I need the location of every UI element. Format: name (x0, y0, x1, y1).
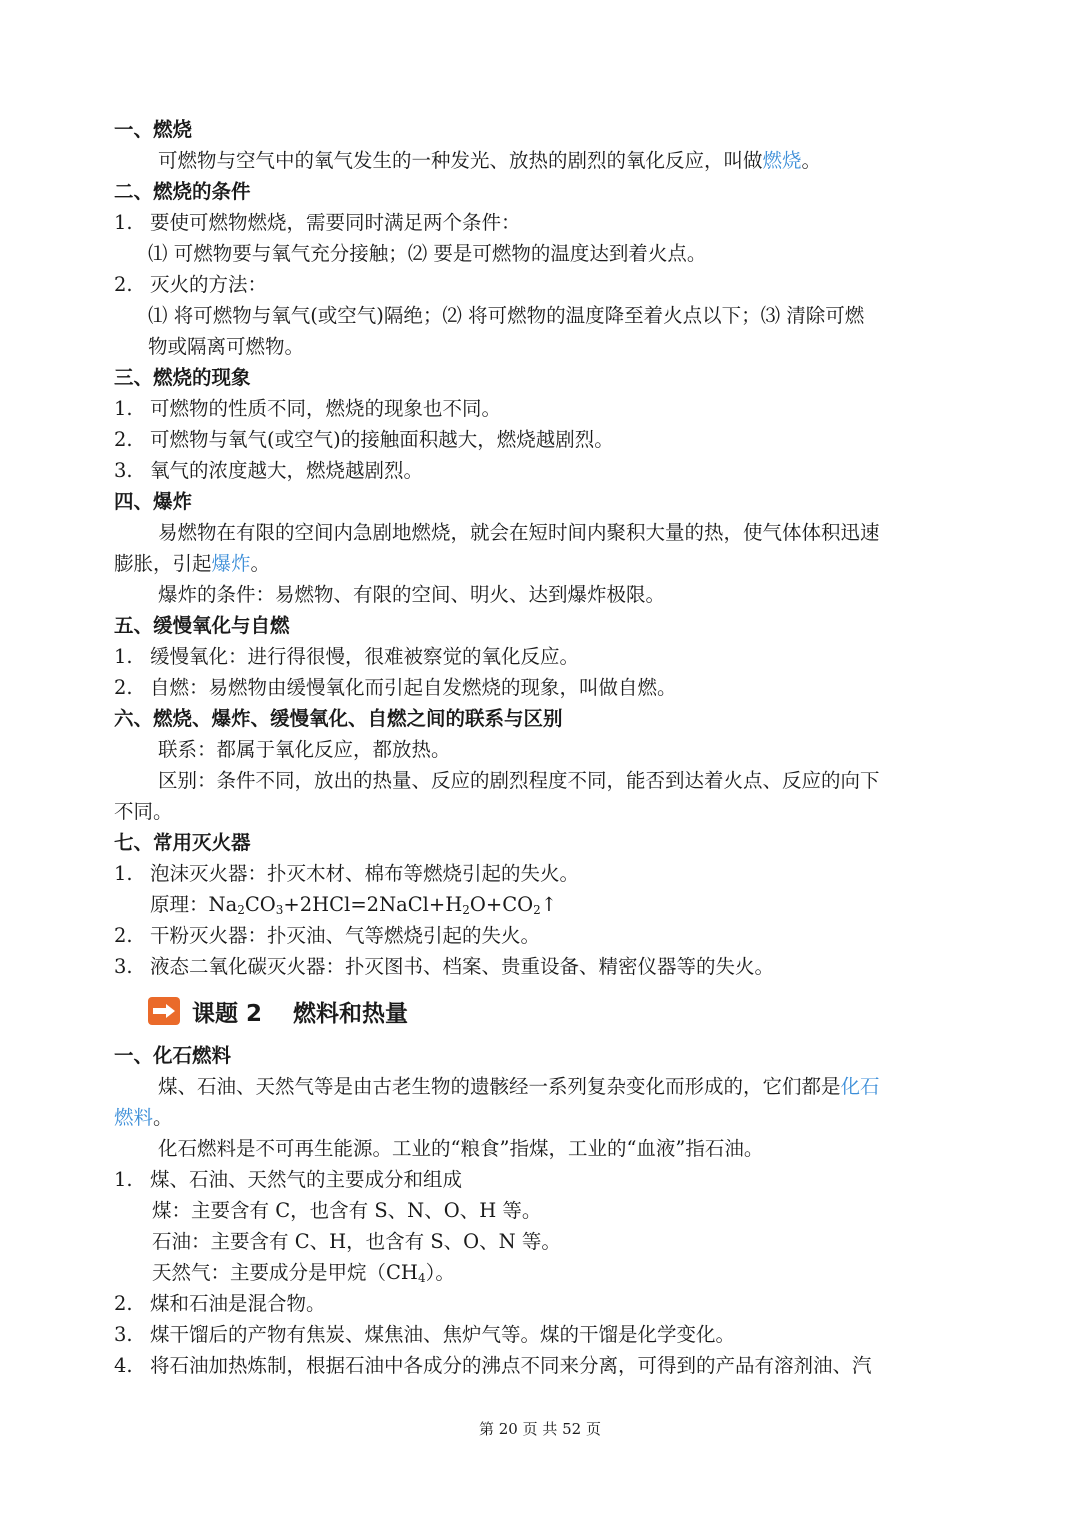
sub-item: 煤：主要含有 C，也含有 S、N、O、H 等。 (152, 1199, 542, 1222)
section-heading-phenomena: 三、燃烧的现象 (114, 366, 251, 389)
paragraph: 联系：都属于氧化反应，都放热。 (158, 738, 451, 761)
section-heading-extinguishers: 七、常用灭火器 (114, 831, 251, 854)
highlight-term: 化石 (840, 1075, 880, 1098)
list-item: 2. 干粉灭火器：扑灭油、气等燃烧引起的失火。 (114, 924, 541, 947)
list-item: 2. 煤和石油是混合物。 (114, 1292, 326, 1315)
paragraph: 区别：条件不同，放出的热量、反应的剧烈程度不同，能否到达着火点、反应的向下 (158, 769, 880, 792)
document-body (114, 114, 964, 1381)
sub-item: ⑴ 将可燃物与氧气(或空气)隔绝；⑵ 将可燃物的温度降至着火点以下；⑶ 清除可燃 (148, 304, 865, 327)
list-item: 1. 缓慢氧化：进行得很慢，很难被察觉的氧化反应。 (114, 645, 580, 668)
sub-item: ⑴ 可燃物要与氧气充分接触；⑵ 要是可燃物的温度达到着火点。 (148, 242, 707, 265)
paragraph: 燃料。 (114, 1106, 173, 1129)
section-heading-fossil-fuels: 一、化石燃料 (114, 1044, 232, 1067)
highlight-term: 燃烧 (762, 149, 802, 172)
list-item: 1. 可燃物的性质不同，燃烧的现象也不同。 (114, 397, 502, 420)
paragraph: 爆炸的条件：易燃物、有限的空间、明火、达到爆炸极限。 (158, 583, 666, 606)
list-item: 1. 要使可燃物燃烧，需要同时满足两个条件： (114, 211, 521, 234)
paragraph: 化石燃料是不可再生能源。工业的“粮食”指煤，工业的“血液”指石油。 (158, 1137, 764, 1160)
paragraph: 煤、石油、天然气等是由古老生物的遗骸经一系列复杂变化而形成的，它们都是化石 (158, 1075, 880, 1098)
sub-item: 物或隔离可燃物。 (148, 335, 305, 358)
arrow-right-icon-graphic (152, 1004, 176, 1018)
list-item: 4. 将石油加热炼制，根据石油中各成分的沸点不同来分离，可得到的产品有溶剂油、汽 (114, 1354, 872, 1377)
section-heading-relations: 六、燃烧、爆炸、缓慢氧化、自燃之间的联系与区别 (114, 707, 563, 730)
sub-item: 天然气：主要成分是甲烷（CH4）。 (152, 1261, 455, 1285)
highlight-term: 爆炸 (211, 552, 251, 575)
section-heading-explosion: 四、爆炸 (114, 490, 193, 513)
list-item: 3. 液态二氧化碳灭火器：扑灭图书、档案、贵重设备、精密仪器等的失火。 (114, 955, 775, 978)
paragraph: 易燃物在有限的空间内急剧地燃烧，就会在短时间内聚积大量的热，使气体体积迅速 (158, 521, 880, 544)
list-item: 1. 泡沫灭火器：扑灭木材、棉布等燃烧引起的失火。 (114, 862, 580, 885)
list-item: 2. 自燃：易燃物由缓慢氧化而引起自发燃烧的现象，叫做自燃。 (114, 676, 677, 699)
sub-item: 石油：主要含有 C、H，也含有 S、O、N 等。 (152, 1230, 561, 1253)
paragraph: 膨胀，引起爆炸。 (114, 552, 271, 575)
chemical-formula: 原理：Na2CO3+2HCl=2NaCl+H2O+CO2↑ (150, 893, 558, 917)
list-item: 2. 可燃物与氧气(或空气)的接触面积越大，燃烧越剧烈。 (114, 428, 614, 451)
section-heading-slow-oxidation: 五、缓慢氧化与自燃 (114, 614, 290, 637)
highlight-term: 燃料 (114, 1106, 154, 1129)
list-item: 3. 氧气的浓度越大，燃烧越剧烈。 (114, 459, 424, 482)
section-heading-conditions: 二、燃烧的条件 (114, 180, 251, 203)
list-item: 3. 煤干馏后的产物有焦炭、煤焦油、焦炉气等。煤的干馏是化学变化。 (114, 1323, 736, 1346)
list-item: 2. 灭火的方法： (114, 273, 268, 296)
paragraph: 可燃物与空气中的氧气发生的一种发光、放热的剧烈的氧化反应，叫做燃烧。 (158, 149, 822, 172)
lesson-title: 课题 2 燃料和热量 (192, 1000, 409, 1027)
lesson-banner (114, 982, 964, 1040)
list-item: 1. 煤、石油、天然气的主要成分和组成 (114, 1168, 463, 1191)
paragraph: 不同。 (114, 800, 173, 823)
gas-arrow: ↑ (540, 893, 558, 916)
arrow-right-icon (148, 997, 180, 1025)
section-heading-combustion: 一、燃烧 (114, 118, 193, 141)
page-footer: 第 20 页 共 52 页 (478, 1420, 601, 1438)
